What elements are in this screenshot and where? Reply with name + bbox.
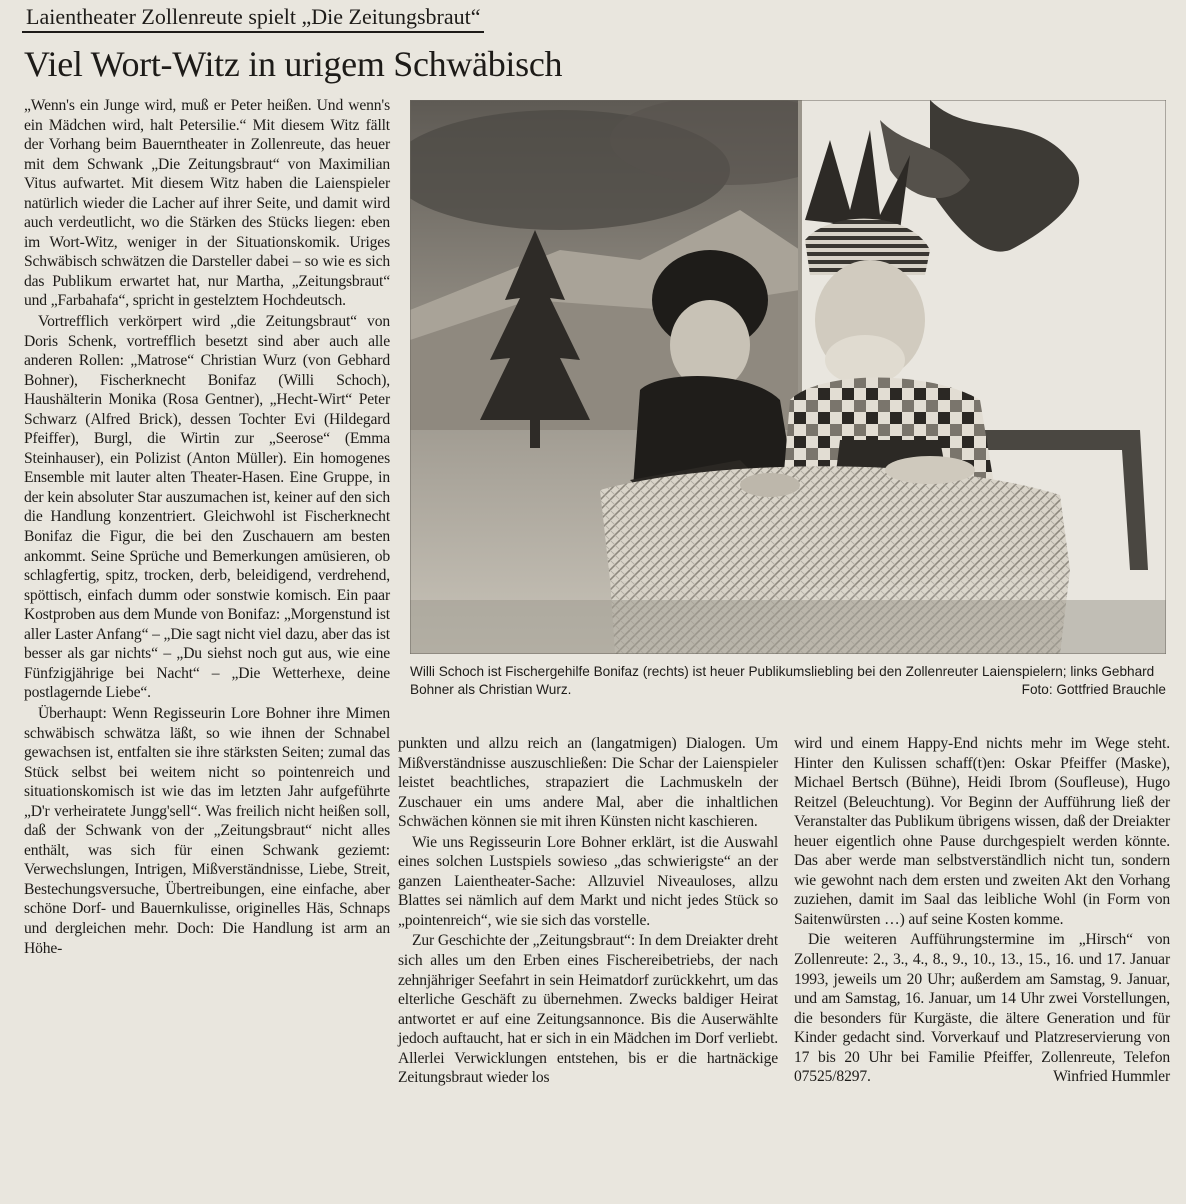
article-column-3 xyxy=(794,734,1170,1087)
article-column-1 xyxy=(24,96,390,958)
column2-paragraph-2: Wie uns Regisseurin Lore Bohner erklärt, ist die Auswahl eines solchen Lustspiels sowieso „das schwierigste“ an der ganzen Laientheater-Sache: Allzuviel Niveauloses, allzu Blattes sei nämlich auf dem Markt und nicht jedes Stück so „pointenreich“, wie sie sich das vorstelle. xyxy=(398,833,778,929)
column1-paragraph-1: „Wenn's ein Junge wird, muß er Peter heißen. Und wenn's ein Mädchen wird, halt Petersilie.“ Mit diesem Witz fällt der Vorhang beim Bauerntheater in Zollenreute, das heuer mit dem Schwank „Die Zeitungsbraut“ von Maximilian Vitus aufwartet. Mit diesem Witz haben die Laienspieler natürlich wieder die Lacher auf ihrer Seite, und damit wird auch verdeutlicht, wo die Stärken des Stücks liegen: eben im Wort-Witz, weniger in der Situationskomik. Uriges Schwäbisch schwätzen die Darsteller dabei – so wie es sich das Publikum erwartet hat, nur Martha, „Zeitungsbraut“ und „Farbahafa“, spricht in gestelztem Hochdeutsch. xyxy=(24,97,390,310)
kicker-line: Laientheater Zollenreute spielt „Die Zeitungsbraut“ xyxy=(22,4,484,33)
stage-photo xyxy=(410,100,1166,654)
caption-text: Willi Schoch ist Fischergehilfe Bonifaz (rechts) ist heuer Publikumsliebling bei den Zollenreuter Laienspielern; links Gebhard Bohner als Christian Wurz. xyxy=(410,664,1155,697)
column3-paragraph-2 xyxy=(794,930,1170,1086)
article-column-2 xyxy=(398,734,778,1088)
column1-paragraph-2: Vortrefflich verkörpert wird „die Zeitungsbraut“ von Doris Schenk, vortrefflich besetzt sind aber auch alle anderen Rollen: „Matrose“ Christian Wurz (von Gebhard Bohner), Fischerknecht Bonifaz (Willi Schoch), Haushälterin Monika (Rosa Gentner), „Hecht-Wirt“ Peter Schwarz (Alfred Brick), dessen Tochter Evi (Hildegard Pfeiffer), Burgl, die Wirtin zur „Seerose“ (Emma Steinhauser), ein Polizist (Anton Müller). Ein homogenes Ensemble mit lauter alten Theater-Hasen. Eine Gruppe, in der kein absoluter Star auszumachen ist, keiner auf den sich die Handlung konzentriert. Gleichwohl ist Fischerknecht Bonifaz die Figur, die bei den Zuschauern am besten ankommt. Seine Sprüche und Bemerkungen amüsieren, ob schlagfertig, spitz, trocken, derb, beleidigend, verdrehend, spöttisch, einfach dumm oder sonstwie komisch. Ein paar Kostproben aus dem Munde von Bonifaz: „Morgenstund ist aller Laster Anfang“ – „Die sagt nicht viel dazu, aber das ist besser als gar nichts“ – „Du siehst noch gut aus, wie eine Fünfzigjährige bei Nacht“ – „Die Wetterhexe, deine postlagernde Liebe“. xyxy=(24,313,390,702)
column3-paragraph-1: wird und einem Happy-End nichts mehr im Wege steht. Hinter den Kulissen schaff(t)en: Oskar Pfeiffer (Maske), Michael Bertsch (Bühne), Heidi Ibrom (Soufleuse), Hugo Reitzel (Beleuchtung). Vor Beginn der Aufführung ließ der Veranstalter das Publikum übrigens wissen, daß der Dreiakter heuer eigentlich ohne Pause durchgespielt werden könnte. Das aber werde man selbstverständlich nicht tun, sondern wie gewohnt nach dem ersten und zweiten Akt den Vorhang zuziehen, damit im Saal das leibliche Wohl (in Form von Saitenwürsten …) auf seine Kosten komme. xyxy=(794,735,1170,928)
headline: Viel Wort-Witz in urigem Schwäbisch xyxy=(24,44,563,84)
column1-paragraph-3: Überhaupt: Wenn Regisseurin Lore Bohner ihre Mimen schwäbisch schwätza läßt, so wie ihnen der Schnabel gewachsen ist, entfalten sie ihre stärksten Seiten; zumal das Stück selbst bei weitem nicht so pointenreich und situationskomisch ist wie das im letzten Jahr aufgeführte „D'r verheiratete Jungg'sell“. Was freilich nicht heißen soll, daß der Schwank von der „Zeitungsbraut“ nicht alles enthält, was sich für einen Schwank geziemt: Verwechslungen, Intrigen, Mißverständnisse, Liebe, Streit, Bestechungsversuche, Übertreibungen, eine einfache, aber schöne Dorf- und Bauernkulisse, originelles Häs, Schnaps und dergleichen mehr. Doch: Die Handlung ist arm an Höhe- xyxy=(24,704,390,957)
photo-credit: Foto: Gottfried Brauchle xyxy=(1021,682,1166,697)
column2-paragraph-3: Zur Geschichte der „Zeitungsbraut“: In dem Dreiakter dreht sich alles um den Erben eines Fischereibetriebs, der nach zehnjähriger Seefahrt in sein Heimatdorf zurückkehrt, um das elterliche Geschäft zu übernehmen. Zwecks baldiger Heirat antwortet er auf eine Zeitungsannonce. Bis die Auserwählte jedoch auftaucht, hat er sich in ein Mädchen im Dorf verliebt. Allerlei Verwicklungen entstehen, bis er die hartnäckige Zeitungsbraut wieder los xyxy=(398,932,778,1087)
photo-caption xyxy=(410,663,1166,699)
column2-paragraph-1: punkten und allzu reich an (langatmigen) Dialogen. Um Mißverständnisse auszuschließen: Die Schar der Laienspieler leistet beachtliches, strapaziert die Lachmuskeln der Zuschauer ein ums andere Mal, aber die inhaltlichen Schwächen können sie mit ihren Künsten nicht kaschieren. xyxy=(398,735,778,831)
column3-paragraph-2-text: Die weiteren Aufführungstermine im „Hirsch“ von Zollenreute: 2., 3., 4., 8., 9., 10., 13., 15., 16. und 17. Januar 1993, jeweils um 20 Uhr; außerdem am Samstag, 9. Januar, und am Samstag, 16. Januar, um 14 Uhr zwei Vorstellungen, die besonders für Kurgäste, die ältere Generation und für Kinder gedacht sind. Vorverkauf und Platzreservierung von 17 bis 20 Uhr bei Familie Pfeiffer, Zollenreute, Telefon 07525/8297. xyxy=(794,931,1170,1086)
author-signature: Winfried Hummler xyxy=(1053,1068,1170,1086)
stage-photo-illustration xyxy=(410,100,1166,654)
